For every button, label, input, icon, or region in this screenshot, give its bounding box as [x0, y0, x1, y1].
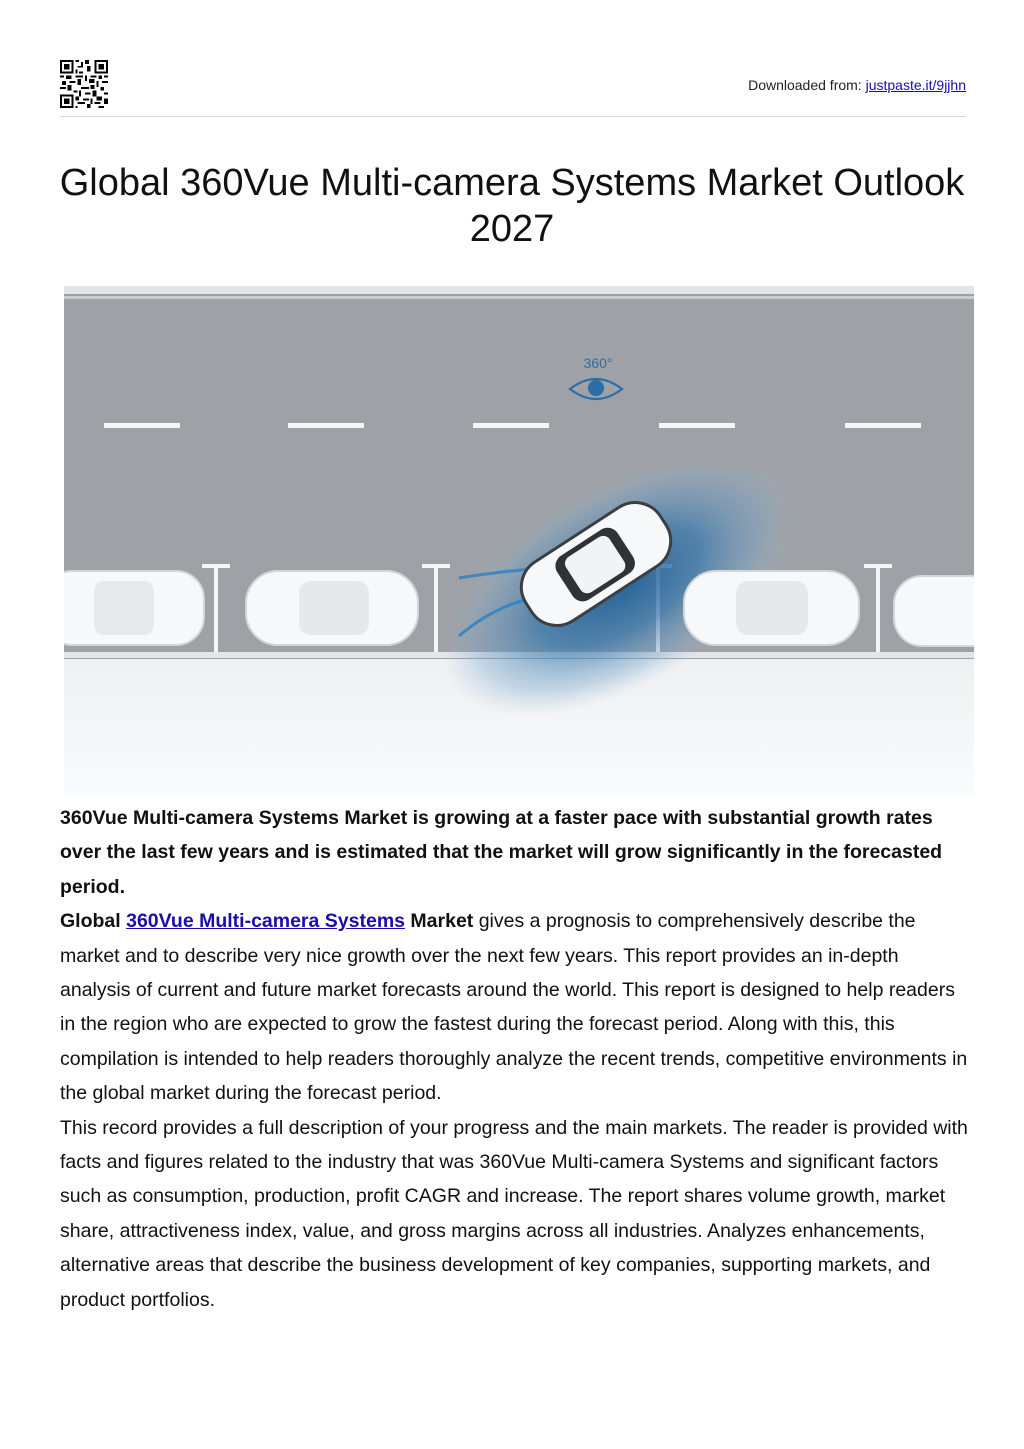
- qr-code-icon: [60, 60, 108, 108]
- market-link[interactable]: 360Vue Multi-camera Systems: [126, 910, 406, 933]
- download-prefix: Downloaded from:: [748, 77, 866, 93]
- para1-text: gives a prognosis to comprehensively describe the market and to describe very nice growth over the next few years. This report provides an in-depth analysis of current and future market forecasts around the world. This report is designed to help readers in the region who are expected to grow the fastest during the forecast period. Along with this, this compilation is intended to help readers thoroughly analyze the recent trends, competitive environments in the global market during the forecast period.: [60, 910, 968, 1105]
- source-link[interactable]: justpaste.it/9jjhn: [865, 77, 966, 93]
- para1-after-link: Market: [405, 910, 474, 933]
- para1-lead: Global: [60, 910, 127, 933]
- paragraph-2: This record provides a full description of your progress and the main markets. The reader is provided with facts and figures related to the industry that was 360Vue Multi-camera Systems and significant factors such as consumption, production, profit CAGR and increase. The report shares volume growth, market share, attractiveness index, value, and gross margins across all industries. Analyzes enhancements, alternative areas that describe the business development of key companies, supporting markets, and product portfolios.: [60, 1116, 968, 1311]
- article-body: [60, 801, 968, 1317]
- badge-360-text: 360°: [583, 355, 613, 371]
- download-source: [748, 77, 966, 93]
- hero-image: [64, 286, 974, 796]
- page-title: Global 360Vue Multi-camera Systems Market Outlook 2027: [59, 162, 965, 250]
- intro-bold: 360Vue Multi-camera Systems Market is growing at a faster pace with substantial growth rates over the last few years and is estimated that the market will grow significantly in the forecasted period.: [60, 807, 943, 898]
- paragraph-1: [60, 904, 968, 1110]
- intro-paragraph: [60, 801, 968, 904]
- page-header: [60, 60, 966, 117]
